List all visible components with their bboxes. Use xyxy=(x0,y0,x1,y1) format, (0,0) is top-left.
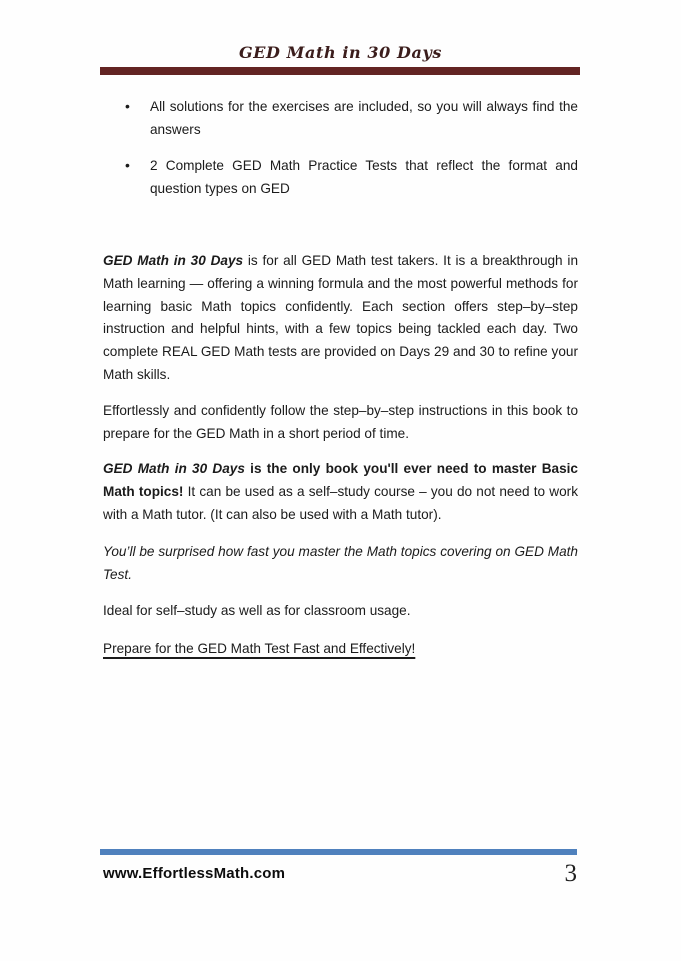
paragraph-prepare xyxy=(103,638,578,661)
page-number: 3 xyxy=(564,860,577,887)
list-item xyxy=(103,95,578,141)
paragraph-intro xyxy=(103,250,578,387)
underlined-call-to-action: Prepare for the GED Math Test Fast and Effectively! xyxy=(103,641,416,657)
paragraph-follow xyxy=(103,400,578,446)
page-header-title: GED Math in 30 Days xyxy=(238,43,443,62)
bullet-icon: • xyxy=(125,98,130,114)
footer-rule xyxy=(100,849,577,855)
paragraph-text: Effortlessly and confidently follow the step–by–step instructions in this book to prepare for the GED Math in a short period of time. xyxy=(103,402,578,441)
paragraph-ideal xyxy=(103,600,578,623)
paragraph-text: You’ll be surprised how fast you master the Math topics covering on GED Math Test. xyxy=(103,543,578,582)
header-rule xyxy=(100,67,580,75)
footer-website-link[interactable]: www.EffortlessMath.com xyxy=(103,865,286,882)
bullet-icon: • xyxy=(125,157,130,173)
bullet-text: All solutions for the exercises are included, so you will always find the answers xyxy=(150,99,578,137)
bold-claim-text: is the only book you'll ever need to master Basic Math topics! xyxy=(103,461,578,500)
paragraph-only-book xyxy=(103,458,578,526)
bullet-list xyxy=(103,95,578,200)
book-title-text: GED Math in 30 Days xyxy=(103,253,244,268)
paragraph-surprised xyxy=(103,541,578,587)
paragraph-text: It can be used as a self–study course – you do not need to work with a Math tutor. (It can also be used with a Math tutor). xyxy=(103,484,578,522)
book-title-text: GED Math in 30 Days xyxy=(103,461,245,477)
page-content xyxy=(103,95,578,661)
page-footer xyxy=(103,861,577,886)
bullet-text: 2 Complete GED Math Practice Tests that reflect the format and question types on GED xyxy=(150,158,578,196)
paragraph-text: Ideal for self–study as well as for classroom usage. xyxy=(103,603,411,619)
paragraph-text: is for all GED Math test takers. It is a breakthrough in Math learning — offering a winning formula and the most powerful methods for learning basic Math topics confidently. Each section offers step–by–step instruction and helpful hints, with a few topics being tackled each day. Two complete REAL GED Math tests are provided on Days 29 and 30 to refine your Math skills. xyxy=(103,253,579,382)
list-item xyxy=(103,154,578,200)
